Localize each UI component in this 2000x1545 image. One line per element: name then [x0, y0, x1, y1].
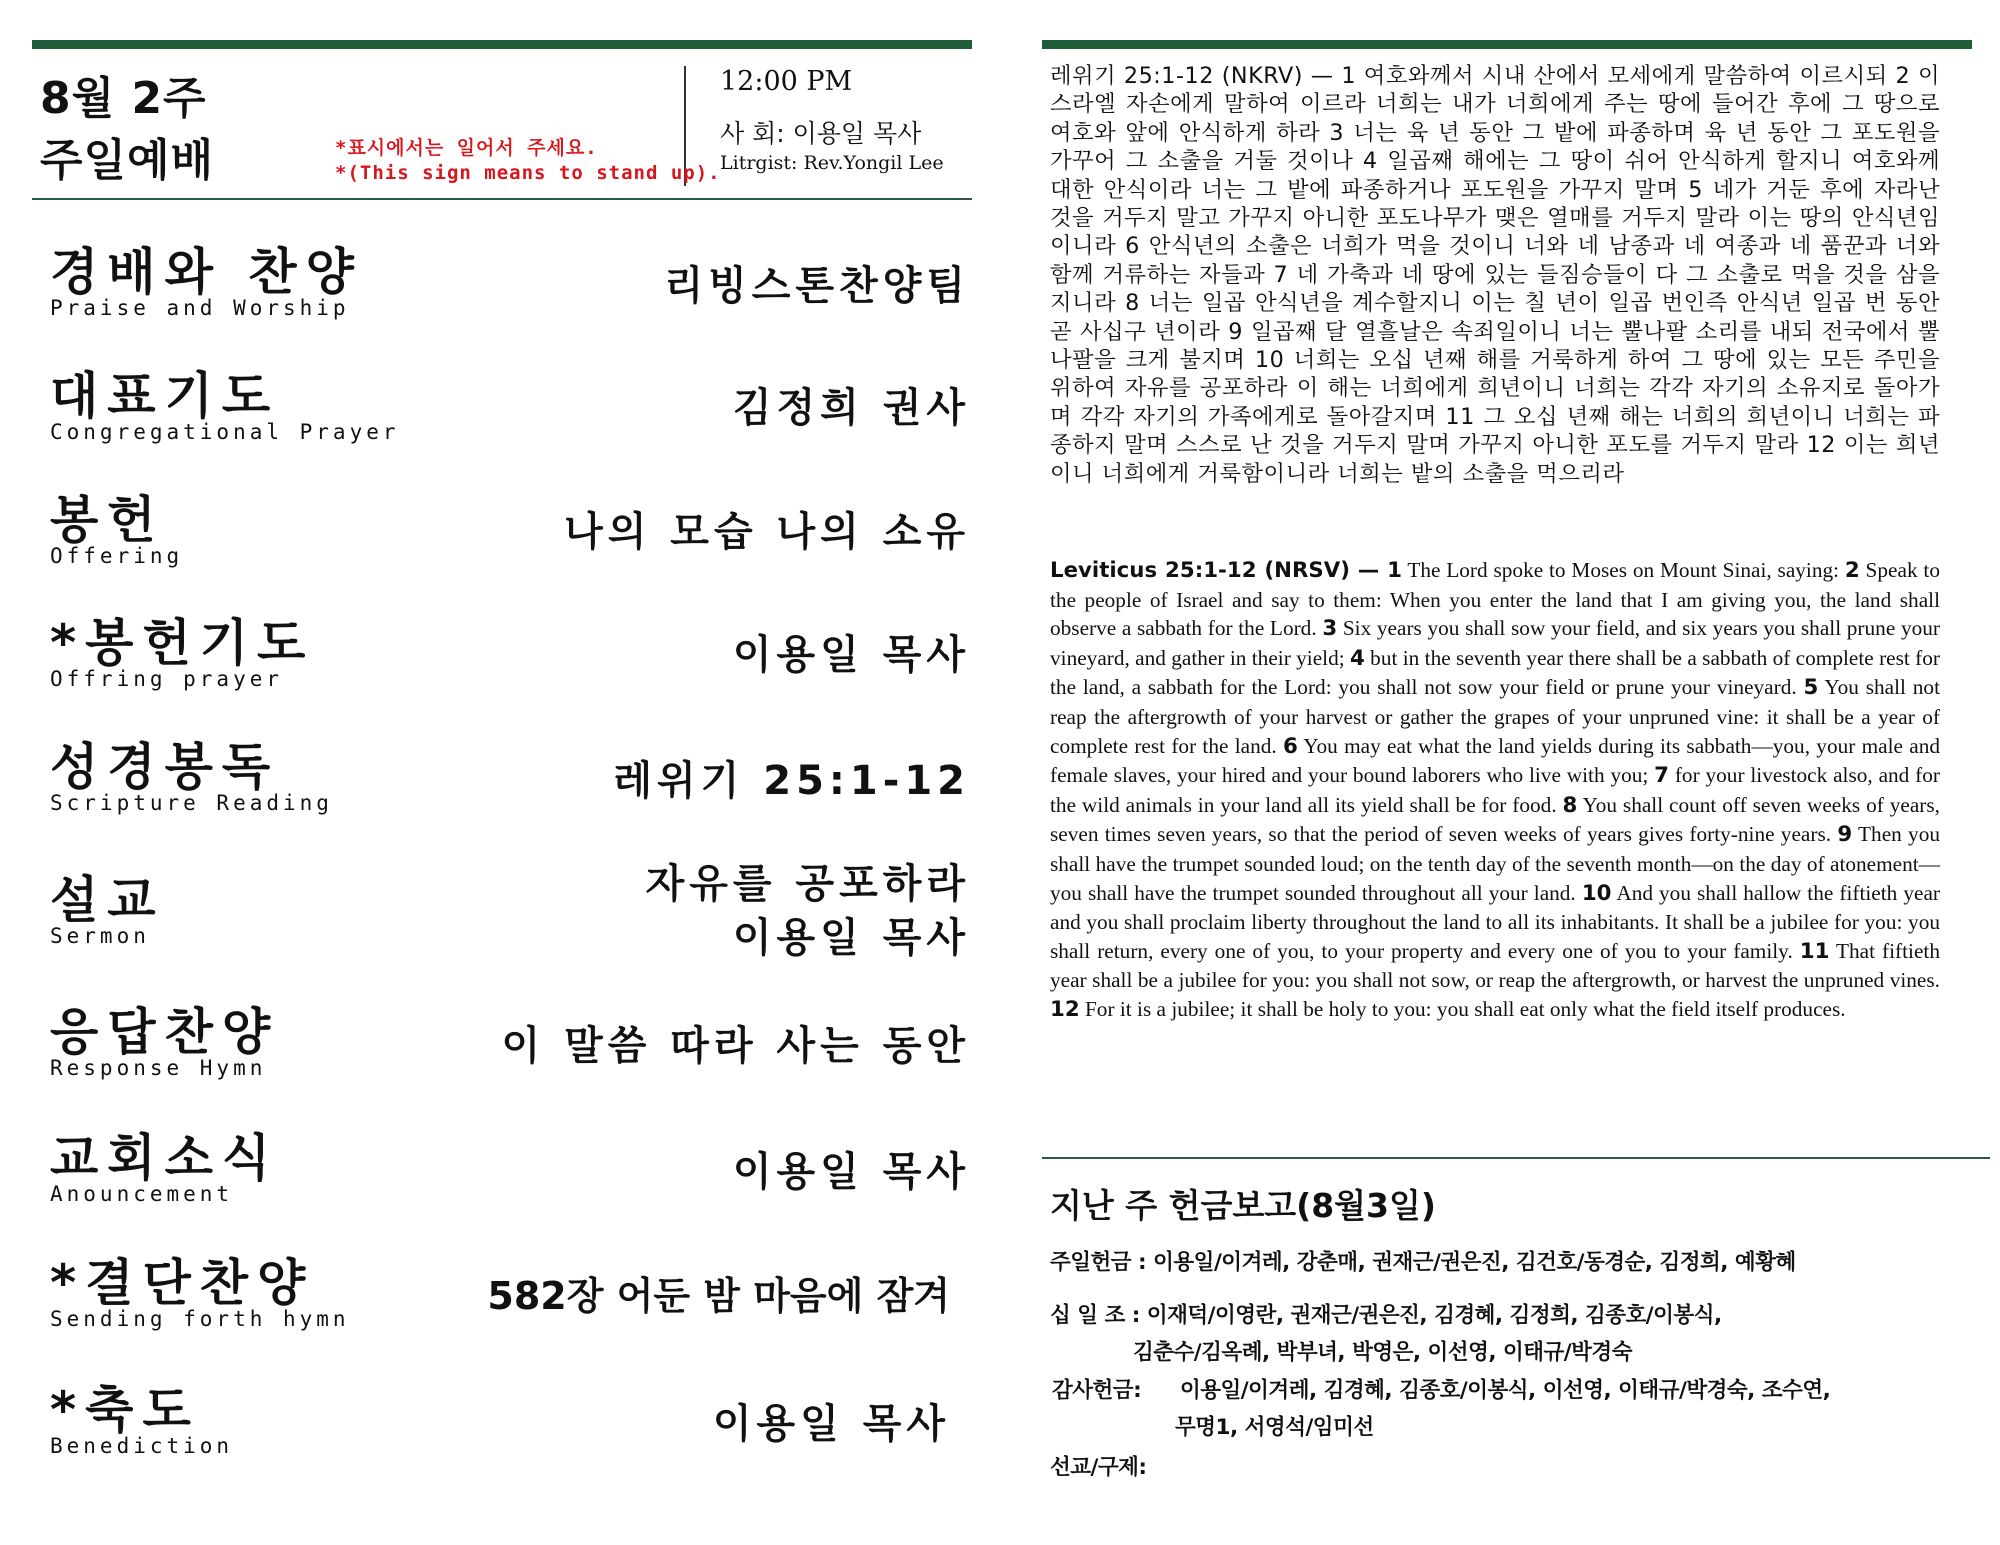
- report-tithe-line2: 김춘수/김옥례, 박부녀, 박영은, 이선영, 이태규/박경숙: [1133, 1340, 1632, 1365]
- program-value: 이용일 목사: [712, 1401, 950, 1447]
- stand-note-ko: *표시에서는 일어서 주세요.: [335, 137, 598, 159]
- scripture-korean: 레위기 25:1-12 (NKRV) — 1 여호와께서 시내 산에서 모세에게 말씀하여 이르시되 2 이스라엘 자손에게 말하여 이르라 너희는 내가 너희에게 주는 땅에 들어간 후에 그 땅으로 여호와 앞에 안식하게 하라 3 너는 육 년 동안 그 밭에 파종하며 육 년 동안 그 포도원을 가꾸어 그 소출을 거둘 것이나 4 일곱째 해에는 그 땅이 쉬어 안식하게 할지니 여호와께 대한 안식이라 너는 그 밭에 파종하거나 포도원을 가꾸지 말며 5 네가 거둔 후에 자라난 것을 거두지 말고 가꾸지 아니한 포도나무가 맺은 열매를 거두지 말라 이는 땅의 안식년임이니라 6 안식년의 소출은 너희가 먹을 것이니 너와 네 남종과 네 여종과 네 품꾼과 너와 함께 거류하는 자들과 7 네 가축과 네 땅에 있는 들짐승들이 다 그 소출로 먹을 것을 삼을지니라 8 너는 일곱 안식년을 계수할지니 이는 칠 년이 일곱 번인즉 안식년 일곱 번 동안 곧 사십구 년이라 9 일곱째 달 열흘날은 속죄일이니 너는 뿔나팔 소리를 내되 전국에서 뿔나팔을 크게 불지며 10 너희는 오십 년째 해를 거룩하게 하여 그 땅에 있는 모든 주민을 위하여 자유를 공포하라 이 해는 너희에게 희년이니 너희는 각각 자기의 소유지로 돌아가며 각각 자기의 가족에게로 돌아갈지며 11 그 오십 년째 해는 너희의 희년이니 너희는 파종하지 말며 스스로 난 것을 거두지 말며 가꾸지 아니한 포도를 거두지 말라 12 이는 희년이니 너희에게 거룩함이니라 너희는 밭의 소출을 먹으리라: [1050, 63, 1940, 487]
- header-rule-left: [32, 198, 972, 200]
- report-thanks-label: 감사헌금:: [1052, 1378, 1142, 1403]
- verse-text: And you shall hallow the fiftieth year and you shall proclaim liberty throughout the land to all its inhabitants. It shall be a jubilee for you: you shall return, every one of you, to your property and every one of you to your family.: [1050, 880, 1940, 963]
- program-ko: *결단찬양: [50, 1254, 315, 1312]
- top-bar-right: [1042, 40, 1972, 49]
- program-ko: *축도: [50, 1381, 200, 1439]
- verse-text: For it is a jubilee; it shall be holy to you: you shall eat only what the field itself produces.: [1079, 996, 1846, 1021]
- report-mission: 선교/구제:: [1050, 1455, 1147, 1480]
- verse-text: The Lord spoke to Moses on Mount Sinai, saying:: [1401, 558, 1845, 582]
- verse-text: That fiftieth year shall be a jubilee for you: you shall not sow, or reap the aftergrowth, or harvest the unpruned vines.: [1050, 938, 1940, 993]
- service-time: 12:00 PM: [720, 66, 853, 97]
- program-en: Offering: [50, 544, 184, 568]
- verse-text: You may eat what the land yields during its sabbath—you, your male and female slaves, your hired and your bound laborers who live with you;: [1050, 733, 1940, 788]
- liturgist-ko: 사 회: 이용일 목사: [720, 119, 922, 148]
- verse-number: 2: [1844, 558, 1860, 583]
- report-thanks-line1: 이용일/이겨레, 김경혜, 김종호/이봉식, 이선영, 이태규/박경숙, 조수연,: [1180, 1378, 1831, 1403]
- verse-text: but in the seventh year there shall be a sabbath of complete rest for the land, a sabbath for the Lord: you shall not sow your field or prune your vineyard.: [1050, 645, 1940, 700]
- program-en: Sermon: [50, 924, 150, 948]
- verse-text: Six years you shall sow your field, and six years you shall prune your vineyard, and gather in their yield;: [1050, 616, 1940, 670]
- program-item-scripture: [50, 727, 970, 847]
- program-en: Benediction: [50, 1434, 234, 1458]
- program-ko: 대표기도: [50, 367, 280, 425]
- program-ko: 경배와 찬양: [50, 243, 363, 301]
- top-bar-left: [32, 40, 972, 49]
- week-title: 8월 2주: [40, 73, 207, 124]
- program-en: Praise and Worship: [50, 296, 350, 320]
- scripture-english: [1050, 556, 1940, 1025]
- verse-number: 12: [1050, 996, 1080, 1022]
- program-ko: 성경봉독: [50, 738, 280, 796]
- sermon-preacher: 이용일 목사: [732, 915, 970, 961]
- offering-report-title: 지난 주 헌금보고(8월3일): [1050, 1186, 1436, 1225]
- program-item-response-hymn: [50, 992, 970, 1112]
- program-item-prayer: [50, 356, 970, 476]
- verse-number: 7: [1654, 763, 1669, 789]
- stand-note-en: *(This sign means to stand up).: [335, 162, 721, 184]
- verse-number: 9: [1837, 822, 1853, 848]
- verse-number: 6: [1282, 733, 1298, 759]
- program-item-announcement: [50, 1118, 970, 1238]
- verse-text: You shall count off seven weeks of years, seven times seven years, so that the period of seven weeks of years gives forty-nine years.: [1050, 792, 1940, 847]
- program-en: Sending forth hymn: [50, 1307, 350, 1331]
- program-ko: 응답찬양: [50, 1003, 280, 1061]
- program-value: 이 말씀 따라 사는 동안: [501, 1023, 970, 1069]
- program-value: 나의 모습 나의 소유: [564, 509, 970, 555]
- program-en: Anouncement: [50, 1182, 234, 1206]
- program-value: 레위기 25:1-12: [613, 758, 970, 804]
- verse-number: 5: [1803, 675, 1819, 701]
- program-en: Offring prayer: [50, 667, 284, 691]
- verse-text: You shall not reap the aftergrowth of your harvest or gather the grapes of your unpruned vine: it shall be a year of complete rest for the land.: [1050, 675, 1940, 758]
- program-item-offering: [50, 480, 970, 600]
- report-sunday-offering: 주일헌금 : 이용일/이겨레, 강춘매, 권재근/권은진, 김건호/동경순, 김정희, 예황혜: [1050, 1250, 1796, 1275]
- verse-text: Speak to the people of Israel and say to them: When you enter the land that I am giving you, the land shall observe a sabbath for the Lord.: [1050, 558, 1940, 641]
- report-rule: [1042, 1157, 1990, 1159]
- verse-number: 11: [1799, 938, 1830, 964]
- verse-number: 3: [1322, 616, 1338, 642]
- program-value: 이용일 목사: [732, 632, 970, 678]
- program-value: 리빙스톤찬양팀: [664, 263, 970, 309]
- scripture-english-ref: Leviticus 25:1-12 (NRSV) — 1: [1050, 558, 1402, 583]
- verse-number: 10: [1581, 880, 1612, 906]
- verse-text: for your livestock also, and for the wild animals in your land all its yield shall be for food.: [1050, 763, 1940, 817]
- program-value: 582장 어둔 밤 마음에 잠겨: [487, 1274, 950, 1318]
- program-ko: 설교: [50, 871, 165, 929]
- liturgist-en: Litrgist: Rev.Yongil Lee: [720, 152, 944, 174]
- program-item-praise: [50, 232, 970, 352]
- service-title: 주일예배: [40, 135, 215, 186]
- program-value: 이용일 목사: [732, 1149, 970, 1195]
- program-item-sermon: [50, 860, 970, 970]
- program-ko: *봉헌기도: [50, 614, 315, 672]
- program-item-benediction: [50, 1370, 970, 1490]
- program-en: Response Hymn: [50, 1056, 267, 1080]
- verse-number: 8: [1562, 792, 1578, 818]
- program-item-offering-prayer: [50, 603, 970, 723]
- program-en: Scripture Reading: [50, 791, 333, 815]
- report-tithe-line1: 십 일 조 : 이재덕/이영란, 권재근/권은진, 김경혜, 김정희, 김종호/이봉식,: [1050, 1303, 1722, 1328]
- program-ko: 봉헌: [50, 491, 165, 549]
- verse-number: 4: [1350, 645, 1365, 671]
- verse-text: Then you shall have the trumpet sounded loud; on the tenth day of the seventh month—on the day of atonement—you shall have the trumpet sounded throughout all your land.: [1050, 822, 1940, 905]
- program-value: 김정희 권사: [732, 385, 970, 431]
- program-en: Congregational Prayer: [50, 420, 400, 444]
- report-thanks-line2: 무명1, 서영석/임미선: [1175, 1415, 1374, 1440]
- program-item-sending-hymn: [50, 1243, 970, 1363]
- sermon-title: 자유를 공포하라: [645, 861, 970, 907]
- program-ko: 교회소식: [50, 1129, 280, 1187]
